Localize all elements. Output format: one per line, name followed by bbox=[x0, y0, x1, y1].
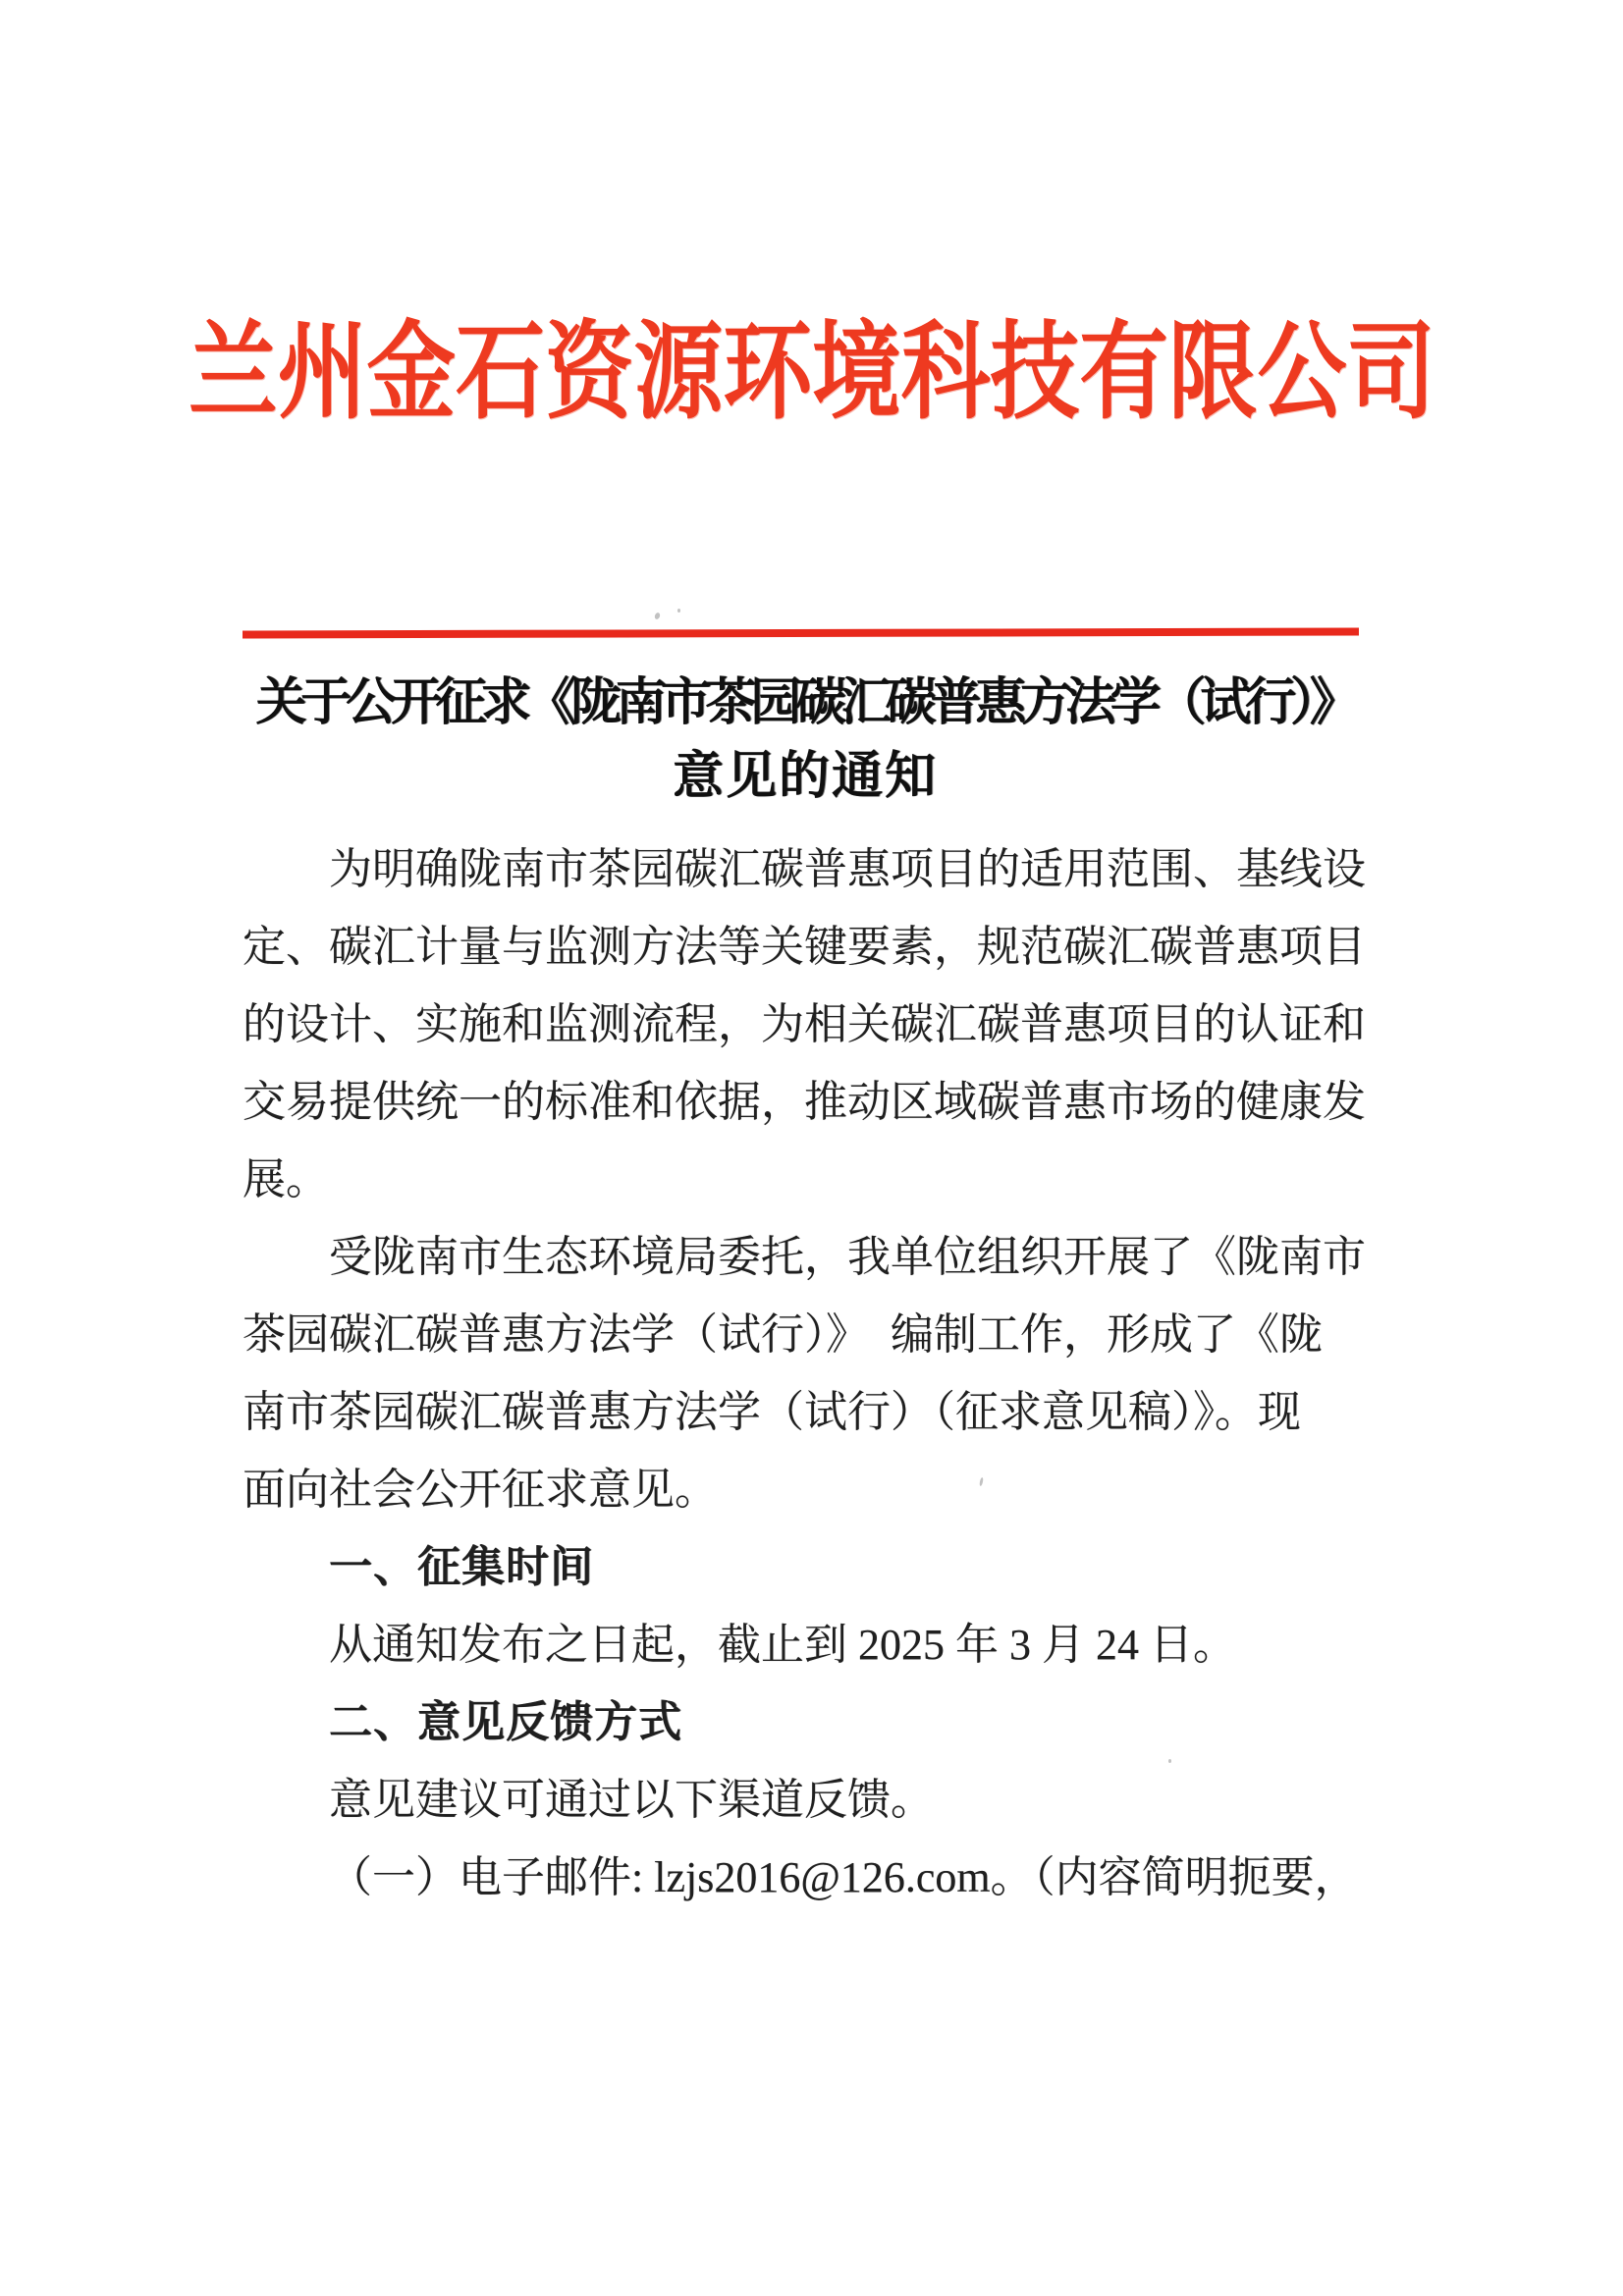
body-line: 为明确陇南市茶园碳汇碳普惠项目的适用范围、基线设 bbox=[329, 845, 1366, 893]
body-line: 受陇南市生态环境局委托，我单位组织开展了《陇南市 bbox=[329, 1233, 1366, 1281]
body-line-deadline: 从通知发布之日起，截止到 2025 年 3 月 24 日。 bbox=[329, 1621, 1236, 1669]
document-title-line1: 关于公开征求《陇南市茶园碳汇碳普惠方法学（试行）》 bbox=[255, 675, 1355, 731]
scan-speck bbox=[677, 609, 680, 613]
scan-speck bbox=[654, 612, 661, 619]
scan-speck bbox=[1168, 1759, 1171, 1763]
section-heading-collection-time: 一、征集时间 bbox=[329, 1543, 594, 1591]
body-line: 意见建议可通过以下渠道反馈。 bbox=[329, 1776, 934, 1824]
body-line: 交易提供统一的标准和依据，推动区域碳普惠市场的健康发 bbox=[243, 1078, 1366, 1126]
letterhead-divider-rule bbox=[243, 628, 1359, 639]
document-title bbox=[243, 667, 1368, 815]
body-line: 面向社会公开征求意见。 bbox=[243, 1466, 718, 1514]
body-line-email: （一）电子邮件: lzjs2016@126.com。（内容简明扼要， bbox=[329, 1853, 1358, 1901]
section-heading-feedback-method: 二、意见反馈方式 bbox=[329, 1698, 682, 1746]
body-line: 定、碳汇计量与监测方法等关键要素，规范碳汇碳普惠项目 bbox=[243, 923, 1366, 971]
body-line: 的设计、实施和监测流程，为相关碳汇碳普惠项目的认证和 bbox=[243, 1000, 1366, 1048]
body-line: 茶园碳汇碳普惠方法学（试行）》 编制工作，形成了《陇 bbox=[243, 1310, 1323, 1359]
document-body bbox=[243, 830, 1372, 1916]
company-letterhead: 兰州金石资源环境科技有限公司 bbox=[189, 315, 1436, 432]
body-line: 展。 bbox=[243, 1155, 329, 1203]
document-title-line2: 意见的通知 bbox=[672, 749, 938, 805]
body-line: 南市茶园碳汇碳普惠方法学（试行）（征求意见稿）》。现 bbox=[243, 1388, 1301, 1436]
